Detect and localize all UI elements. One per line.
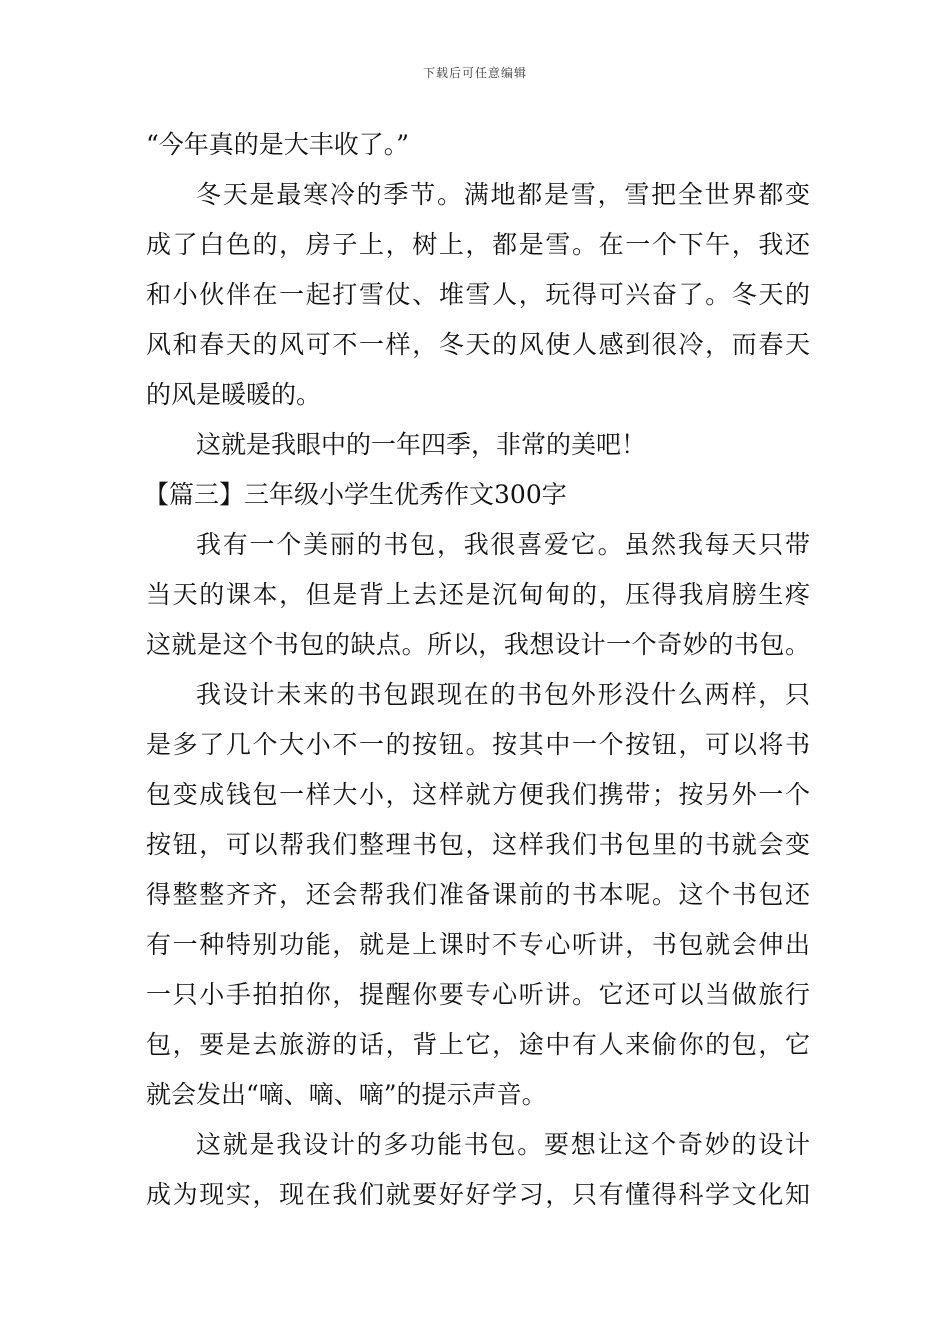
text-line: 风和春天的风可不一样，冬天的风使人感到很冷，而春天 <box>146 330 810 359</box>
paragraph-first-line: 这就是我眼中的一年四季，非常的美吧！ <box>196 430 647 459</box>
text-line: 和小伙伴在一起打雪仗、堆雪人，玩得可兴奋了。冬天的 <box>146 280 810 309</box>
text-line: 的风是暖暖的。 <box>146 380 322 409</box>
document-body <box>146 120 810 1220</box>
text-line: 得整整齐齐，还会帮我们准备课前的书本呢。这个书包还 <box>146 880 810 909</box>
paragraph-first-line: 我有一个美丽的书包，我很喜爱它。虽然我每天只带 <box>196 530 810 559</box>
paragraph-first-line: 冬天是最寒冷的季节。满地都是雪，雪把全世界都变 <box>196 180 810 209</box>
text-line: 有一种特别功能，就是上课时不专心听讲，书包就会伸出 <box>146 930 810 959</box>
text-line: 成了白色的，房子上，树上，都是雪。在一个下午，我还 <box>146 230 810 259</box>
text-line: 包，要是去旅游的话，背上它，途中有人来偷你的包，它 <box>146 1030 810 1059</box>
text-line: 就会发出“嘀、嘀、嘀”的提示声音。 <box>146 1080 547 1109</box>
text-line: 一只小手拍拍你，提醒你要专心听讲。它还可以当做旅行 <box>146 980 810 1009</box>
paragraph-first-line: 这就是我设计的多功能书包。要想让这个奇妙的设计 <box>196 1130 810 1159</box>
text-line: 按钮，可以帮我们整理书包，这样我们书包里的书就会变 <box>146 830 810 859</box>
text-line: 当天的课本，但是背上去还是沉甸甸的，压得我肩膀生疼 <box>146 580 810 609</box>
text-line: 包变成钱包一样大小，这样就方便我们携带；按另外一个 <box>146 780 810 809</box>
paragraph-first-line: 我设计未来的书包跟现在的书包外形没什么两样，只 <box>196 680 810 709</box>
text-line: 这就是这个书包的缺点。所以，我想设计一个奇妙的书包。 <box>146 630 810 659</box>
text-line: “今年真的是大丰收了。” <box>146 130 410 159</box>
section-heading: 【篇三】三年级小学生优秀作文300字 <box>144 480 567 509</box>
text-line: 是多了几个大小不一的按钮。按其中一个按钮，可以将书 <box>146 730 810 759</box>
page-header-note: 下载后可任意编辑 <box>422 66 527 80</box>
text-line: 成为现实，现在我们就要好好学习，只有懂得科学文化知 <box>146 1180 810 1209</box>
